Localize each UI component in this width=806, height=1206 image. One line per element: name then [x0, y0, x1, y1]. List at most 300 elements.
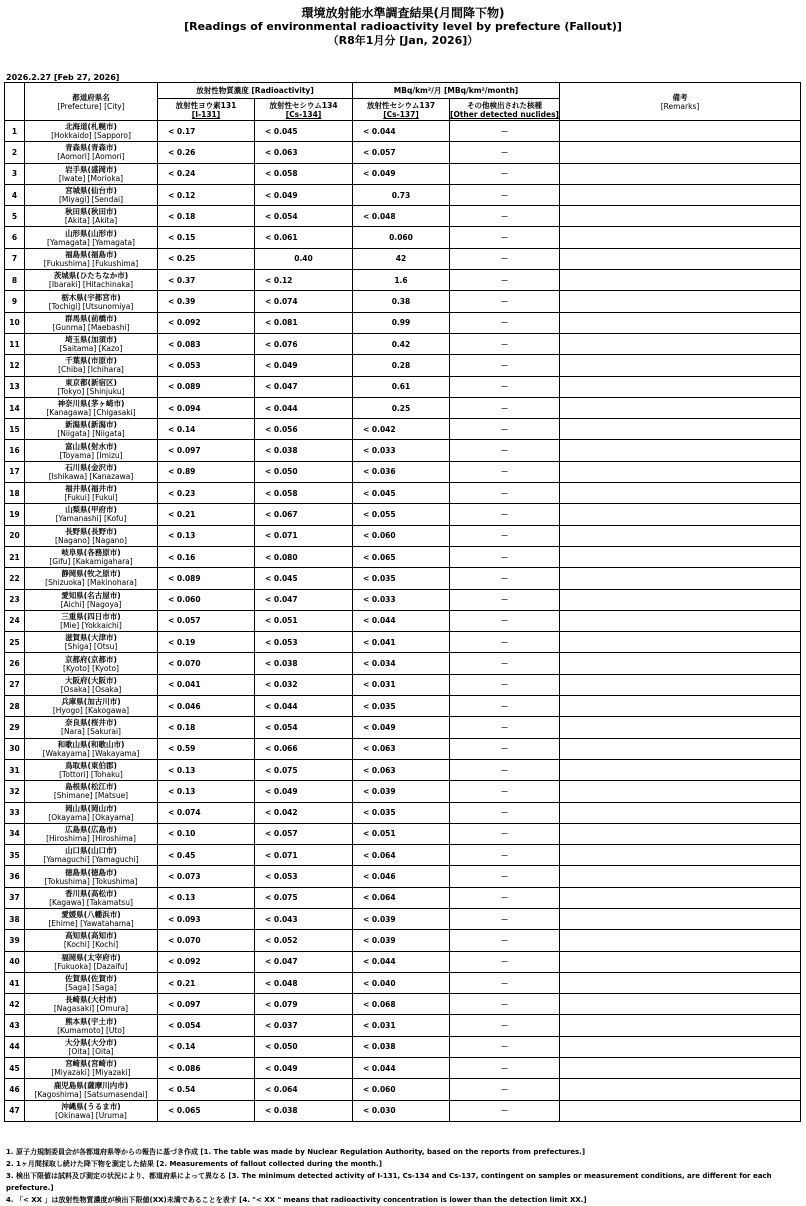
prefecture-name-en: [Miyazaki] [Miyazaki]	[51, 1068, 131, 1078]
prefecture-cell	[25, 887, 158, 908]
table-row	[5, 866, 801, 887]
cs137-value	[353, 291, 450, 312]
prefecture-cell	[25, 121, 158, 142]
cs137-value-text: < 0.049	[363, 169, 396, 179]
table-row	[5, 397, 801, 418]
cs137-value-text: < 0.039	[363, 786, 396, 796]
row-number-text: 4	[11, 190, 18, 200]
cs137-value-text: < 0.057	[363, 147, 396, 157]
remarks-cell	[560, 440, 801, 461]
other-value-text: －	[500, 1042, 509, 1052]
remarks-cell	[560, 994, 801, 1015]
cs137-header	[353, 99, 450, 121]
row-number	[5, 1079, 25, 1100]
i131-value-text: < 0.21	[168, 978, 196, 988]
prefecture-name-en: [Shiga] [Otsu]	[64, 642, 118, 652]
table-row	[5, 823, 801, 844]
cs137-value-text: < 0.060	[363, 1085, 396, 1094]
i131-value-text: < 0.89	[168, 467, 196, 477]
cs137-value	[353, 227, 450, 248]
other-nuclides-value	[450, 525, 560, 546]
table-row	[5, 802, 801, 823]
cs134-value-text: < 0.054	[265, 722, 298, 732]
i131-value-text: < 0.093	[168, 914, 201, 924]
i131-value	[158, 227, 255, 248]
cs137-value	[353, 632, 450, 653]
table-row	[5, 589, 801, 610]
cs134-value	[255, 227, 353, 248]
cs137-value-text: < 0.034	[363, 659, 396, 669]
cs137-value-text: < 0.065	[363, 552, 396, 562]
prefecture-name-jp: 北海道(札幌市)	[65, 122, 117, 132]
radioactivity-table	[4, 82, 801, 1122]
table-row	[5, 184, 801, 205]
cs137-value	[353, 738, 450, 759]
other-value-text: －	[500, 893, 509, 903]
remarks-cell	[560, 781, 801, 802]
remarks-cell	[560, 866, 801, 887]
prefecture-cell	[25, 376, 158, 397]
i131-value	[158, 568, 255, 589]
cs137-value	[353, 461, 450, 482]
remarks-cell	[560, 461, 801, 482]
cs134-value-text: < 0.051	[265, 616, 298, 626]
other-nuclides-value	[450, 1079, 560, 1100]
prefecture-name-en: [Okayama] [Okayama]	[48, 812, 134, 822]
prefecture-name-en: [Ehime] [Yawatahama]	[48, 919, 134, 929]
table-row	[5, 610, 801, 631]
cs137-value	[353, 419, 450, 440]
cs134-value-text: < 0.053	[265, 637, 298, 647]
prefecture-name-en: [Hyogo] [Kakogawa]	[52, 706, 130, 716]
cs134-value-text: < 0.044	[265, 403, 298, 413]
prefecture-name-en: [Miyagi] [Sendai]	[58, 195, 124, 205]
cs134-value-text: < 0.049	[265, 360, 298, 370]
other-value-text: －	[500, 935, 509, 945]
cs134-value	[255, 1015, 353, 1036]
other-value-text: －	[500, 978, 509, 988]
i131-value	[158, 1015, 255, 1036]
cs137-value-text: < 0.060	[363, 531, 396, 541]
cs134-value-text: < 0.043	[265, 914, 298, 924]
table-body	[5, 121, 801, 1122]
prefecture-cell	[25, 759, 158, 780]
other-value-text: －	[500, 467, 509, 477]
prefecture-cell	[25, 972, 158, 993]
cs137-value	[353, 312, 450, 333]
i131-value	[158, 781, 255, 802]
prefecture-cell	[25, 1015, 158, 1036]
remarks-cell	[560, 142, 801, 163]
cs137-value	[353, 504, 450, 525]
row-number-text: 46	[9, 1085, 20, 1094]
cs137-value	[353, 589, 450, 610]
i131-value-text: < 0.057	[168, 616, 201, 626]
row-number-text: 15	[9, 424, 20, 434]
cs137-value-text: 0.28	[391, 360, 411, 370]
row-number	[5, 376, 25, 397]
row-number	[5, 568, 25, 589]
cs137-value	[353, 121, 450, 142]
other-nuclides-value	[450, 419, 560, 440]
reporting-period: （R8年1月分 [Jan, 2026]）	[327, 34, 479, 47]
cs137-value-text: < 0.041	[363, 637, 396, 647]
prefecture-cell	[25, 504, 158, 525]
remarks-cell	[560, 653, 801, 674]
i131-value	[158, 397, 255, 418]
prefecture-name-en: [Yamanashi] [Kofu]	[55, 514, 127, 524]
prefecture-cell	[25, 355, 158, 376]
prefecture-cell	[25, 483, 158, 504]
i131-value	[158, 653, 255, 674]
table-row	[5, 930, 801, 951]
other-value-text: －	[500, 233, 509, 243]
remarks-cell	[560, 845, 801, 866]
table-row	[5, 142, 801, 163]
cs134-value	[255, 355, 353, 376]
cs134-value	[255, 866, 353, 887]
row-number-text: 19	[9, 509, 20, 519]
i131-value	[158, 121, 255, 142]
table-row	[5, 248, 801, 269]
i131-value-text: < 0.097	[168, 446, 201, 456]
other-nuclides-value	[450, 930, 560, 951]
row-number	[5, 930, 25, 951]
cs134-header	[255, 99, 353, 121]
cs134-value	[255, 1079, 353, 1100]
table-row	[5, 653, 801, 674]
row-number-text: 40	[9, 957, 20, 967]
cs137-value	[353, 696, 450, 717]
prefecture-name-jp: 愛媛県(八幡浜市)	[61, 910, 121, 920]
cs134-value	[255, 930, 353, 951]
prefecture-name-jp: 沖縄県(うるま市)	[61, 1101, 121, 1111]
cs137-value	[353, 184, 450, 205]
row-number-text: 38	[9, 914, 20, 924]
cs134-value	[255, 504, 353, 525]
prefecture-cell	[25, 291, 158, 312]
i131-value-text: < 0.39	[168, 297, 196, 307]
cs137-value	[353, 930, 450, 951]
cs137-value-text: < 0.055	[363, 509, 396, 519]
cs137-value-text: < 0.044	[363, 616, 396, 626]
cs137-value-text: 0.61	[391, 382, 411, 392]
prefecture-name-jp: 茨城県(ひたちなか市)	[53, 271, 129, 281]
prefecture-name-jp: 富山県(射水市)	[65, 441, 117, 451]
cs134-value	[255, 270, 353, 291]
i131-value	[158, 312, 255, 333]
i131-value-text: < 0.041	[168, 680, 201, 690]
row-number	[5, 291, 25, 312]
row-number	[5, 717, 25, 738]
row-number	[5, 121, 25, 142]
row-number	[5, 1015, 25, 1036]
cs134-value	[255, 738, 353, 759]
other-value-text: －	[500, 403, 509, 413]
cs137-value	[353, 248, 450, 269]
cs134-value-text: < 0.042	[265, 808, 298, 818]
remarks-header	[560, 83, 801, 121]
other-nuclides-value	[450, 781, 560, 802]
row-number-text: 17	[9, 467, 20, 477]
row-number-text: 22	[9, 573, 20, 583]
prefecture-cell	[25, 546, 158, 567]
prefecture-name-jp: 熊本県(宇土市)	[65, 1016, 117, 1026]
i131-value-text: < 0.45	[168, 850, 196, 860]
other-value-text: －	[500, 829, 509, 839]
cs134-value	[255, 142, 353, 163]
other-nuclides-value	[450, 759, 560, 780]
cs134-value-text: < 0.061	[265, 233, 298, 243]
prefecture-cell	[25, 312, 158, 333]
prefecture-name-jp: 奈良県(桜井市)	[65, 718, 117, 728]
prefecture-name-en: [Kagoshima] [Satsumasendai]	[34, 1089, 148, 1099]
other-header-en: [Other detected nuclides]	[450, 109, 559, 119]
prefecture-name-en: [Toyama] [Imizu]	[59, 450, 123, 460]
i131-value	[158, 845, 255, 866]
row-number	[5, 227, 25, 248]
prefecture-name-jp: 和歌山県(和歌山市)	[57, 739, 125, 749]
row-number-text: 33	[9, 808, 20, 818]
table-row	[5, 333, 801, 354]
i131-value	[158, 1079, 255, 1100]
table-row	[5, 227, 801, 248]
prefecture-name-jp: 神奈川県(茅ヶ崎市)	[57, 399, 125, 408]
row-number-text: 26	[9, 659, 20, 669]
row-number-text: 13	[9, 382, 20, 392]
i131-value-text: < 0.074	[168, 808, 201, 818]
prefecture-name-en: [Mie] [Yokkaichi]	[60, 620, 122, 630]
prefecture-cell	[25, 461, 158, 482]
row-number	[5, 206, 25, 227]
table-row	[5, 121, 801, 142]
i131-value-text: < 0.089	[168, 382, 201, 392]
row-number-text: 1	[11, 126, 18, 136]
cs134-value-text: < 0.047	[265, 957, 298, 967]
i131-value-text: < 0.25	[168, 254, 196, 264]
other-value-text: －	[500, 190, 509, 200]
row-number-text: 29	[9, 722, 20, 732]
cs137-value-text: < 0.031	[363, 680, 396, 690]
other-nuclides-value	[450, 163, 560, 184]
prefecture-cell	[25, 632, 158, 653]
prefecture-cell	[25, 440, 158, 461]
remarks-cell	[560, 483, 801, 504]
prefecture-name-jp: 岡山県(岡山市)	[65, 803, 117, 813]
remarks-cell	[560, 632, 801, 653]
cs137-value-text: < 0.046	[363, 872, 396, 882]
cs137-value	[353, 951, 450, 972]
row-number	[5, 355, 25, 376]
prefecture-name-en: [Fukushima] [Fukushima]	[43, 258, 139, 268]
cs134-value-text: < 0.045	[265, 573, 298, 583]
remarks-cell	[560, 419, 801, 440]
other-nuclides-value	[450, 887, 560, 908]
other-nuclides-value	[450, 845, 560, 866]
prefecture-name-jp: 宮城県(仙台市)	[65, 186, 117, 196]
other-nuclides-value	[450, 270, 560, 291]
prefecture-name-en: [Oita] [Oita]	[68, 1046, 114, 1056]
other-value-text: －	[500, 999, 509, 1009]
i131-value-text: < 0.18	[168, 211, 196, 221]
prefecture-name-jp: 山口県(山口市)	[65, 846, 117, 856]
row-number	[5, 461, 25, 482]
row-number-text: 36	[9, 872, 20, 882]
other-value-text: －	[500, 786, 509, 796]
table-row	[5, 163, 801, 184]
row-number	[5, 696, 25, 717]
other-nuclides-value	[450, 674, 560, 695]
cs137-value	[353, 333, 450, 354]
cs137-value	[353, 397, 450, 418]
cs137-value	[353, 866, 450, 887]
table-row	[5, 568, 801, 589]
prefecture-name-jp: 長崎県(大村市)	[65, 995, 117, 1005]
cs134-value-text: < 0.050	[265, 1042, 298, 1052]
prefecture-name-jp: 滋賀県(大津市)	[65, 633, 117, 643]
row-number-text: 3	[11, 169, 18, 179]
row-number-text: 11	[9, 339, 20, 349]
row-number-text: 47	[9, 1106, 20, 1116]
row-number-text: 10	[9, 318, 20, 328]
row-number	[5, 333, 25, 354]
i131-value-text: < 0.37	[168, 275, 196, 285]
other-value-text: －	[500, 1063, 509, 1073]
remarks-cell	[560, 525, 801, 546]
i131-value-text: < 0.086	[168, 1063, 201, 1073]
other-value-text: －	[500, 701, 509, 711]
prefecture-cell	[25, 525, 158, 546]
other-nuclides-value	[450, 823, 560, 844]
cs134-value-text: < 0.080	[265, 552, 298, 562]
cs137-value-text: < 0.048	[363, 211, 396, 221]
i131-value	[158, 270, 255, 291]
row-number	[5, 270, 25, 291]
prefecture-name-en: [Saitama] [Kazo]	[59, 344, 123, 354]
cs137-value	[353, 163, 450, 184]
row-number	[5, 525, 25, 546]
row-number-text: 20	[9, 531, 20, 541]
table-row	[5, 483, 801, 504]
cs134-value-text: < 0.049	[265, 190, 298, 200]
cs134-value	[255, 653, 353, 674]
row-number-text: 45	[9, 1063, 20, 1073]
cs134-value	[255, 823, 353, 844]
remarks-cell	[560, 163, 801, 184]
cs134-value-text: < 0.044	[265, 701, 298, 711]
i131-value	[158, 589, 255, 610]
prefecture-cell	[25, 802, 158, 823]
cs137-value	[353, 568, 450, 589]
row-number	[5, 504, 25, 525]
cs134-value	[255, 632, 353, 653]
prefecture-name-jp: 愛知県(名古屋市)	[61, 590, 121, 600]
row-number	[5, 1100, 25, 1121]
other-value-text: －	[500, 446, 509, 456]
cs134-value	[255, 717, 353, 738]
cs134-value-text: < 0.038	[265, 446, 298, 456]
i131-value-text: < 0.17	[168, 126, 196, 136]
i131-value-text: < 0.59	[168, 744, 196, 754]
cs134-value	[255, 674, 353, 695]
other-nuclides-value	[450, 589, 560, 610]
prefecture-name-en: [Osaka] [Osaka]	[60, 684, 122, 694]
table-row	[5, 781, 801, 802]
prefecture-name-en: [Ibaraki] [Hitachinaka]	[48, 280, 134, 290]
i131-value-text: < 0.16	[168, 552, 196, 562]
cs134-value	[255, 759, 353, 780]
cs137-value-text: < 0.035	[363, 573, 396, 583]
row-number-text: 21	[9, 552, 20, 562]
cs134-value	[255, 483, 353, 504]
i131-value-text: < 0.094	[168, 403, 201, 413]
other-nuclides-value	[450, 333, 560, 354]
cs137-value-text: < 0.068	[363, 999, 396, 1009]
prefecture-name-jp: 石川県(金沢市)	[65, 462, 117, 472]
prefecture-header-en: [Prefecture] [City]	[57, 101, 125, 111]
other-value-text: －	[500, 275, 509, 285]
cs134-value-text: < 0.057	[265, 829, 298, 839]
remarks-header-en: [Remarks]	[660, 101, 700, 111]
other-nuclides-value	[450, 994, 560, 1015]
other-nuclides-value	[450, 568, 560, 589]
row-number-text: 2	[11, 147, 18, 157]
row-number	[5, 951, 25, 972]
row-number-text: 24	[9, 616, 20, 626]
cs137-value-text: < 0.040	[363, 978, 396, 988]
other-value-text: －	[500, 722, 509, 732]
prefecture-cell	[25, 994, 158, 1015]
prefecture-name-jp: 三重県(四日市市)	[61, 611, 121, 621]
i131-value	[158, 908, 255, 929]
remarks-cell	[560, 1036, 801, 1057]
row-number	[5, 738, 25, 759]
prefecture-name-en: [Fukuoka] [Dazaifu]	[54, 961, 128, 971]
i131-value-text: < 0.065	[168, 1106, 201, 1116]
other-header-jp: その他検出された核種	[467, 100, 542, 110]
other-value-text: －	[500, 680, 509, 690]
prefecture-name-en: [Akita] [Akita]	[64, 216, 118, 226]
row-number	[5, 142, 25, 163]
prefecture-name-jp: 福井県(福井市)	[65, 484, 117, 494]
cs137-value-text: 0.060	[389, 233, 413, 243]
row-number-text: 7	[11, 254, 18, 264]
cs134-value-text: < 0.032	[265, 680, 298, 690]
cs134-value	[255, 248, 353, 269]
row-number-text: 34	[9, 829, 20, 839]
other-value-text: －	[500, 339, 509, 349]
cs134-value-text: < 0.058	[265, 169, 298, 179]
other-value-text: －	[500, 957, 509, 967]
document-title-block	[0, 6, 806, 48]
cs134-value-text: < 0.052	[265, 935, 298, 945]
cs134-value	[255, 525, 353, 546]
i131-value	[158, 546, 255, 567]
table-row	[5, 1015, 801, 1036]
other-value-text: －	[500, 424, 509, 434]
cs137-value	[353, 823, 450, 844]
remarks-cell	[560, 568, 801, 589]
other-value-text: －	[500, 211, 509, 221]
i131-value	[158, 1036, 255, 1057]
remarks-cell	[560, 738, 801, 759]
cs137-value	[353, 759, 450, 780]
cs137-value-text: 42	[395, 254, 407, 264]
cs137-value	[353, 440, 450, 461]
cs137-value	[353, 1058, 450, 1079]
table-row	[5, 504, 801, 525]
cs137-value	[353, 270, 450, 291]
